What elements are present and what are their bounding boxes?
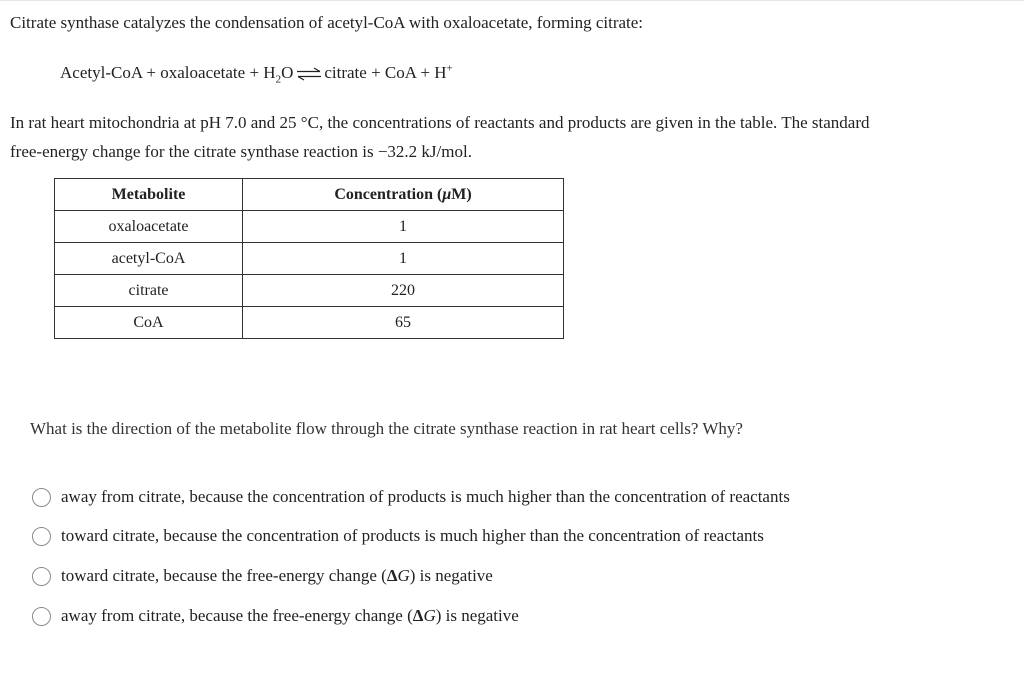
answer-option-1[interactable] xyxy=(32,487,790,507)
header-concentration xyxy=(243,179,564,211)
g-symbol: G xyxy=(423,606,436,625)
plus-sign: + xyxy=(366,63,385,82)
product-coa: CoA xyxy=(384,63,417,82)
conditions-line-2: free-energy change for the citrate synthase reaction is −32.2 kJ/mol. xyxy=(10,142,472,161)
reactant-oxaloacetate: oxaloacetate xyxy=(160,63,246,82)
g-symbol: G xyxy=(397,566,410,585)
metabolite-table xyxy=(54,178,564,339)
metabolite-cell: CoA xyxy=(55,307,243,339)
header-concentration-prefix: Concentration ( xyxy=(334,185,443,203)
header-concentration-mu: μ xyxy=(442,185,452,203)
option-label-pre: away from citrate, because the free-energy change ( xyxy=(61,606,413,625)
reactant-acetyl-coa: Acetyl-CoA xyxy=(60,63,143,82)
answer-option-4[interactable] xyxy=(32,606,519,626)
plus-sign: + xyxy=(416,63,435,82)
metabolite-cell: oxaloacetate xyxy=(55,211,243,243)
radio-button[interactable] xyxy=(32,567,51,586)
option-label: toward citrate, because the concentration of products is much higher than the concentration of reactants xyxy=(61,526,764,545)
option-label-pre: toward citrate, because the free-energy change ( xyxy=(61,566,387,585)
reaction-equation xyxy=(60,62,453,84)
plus-sign: + xyxy=(245,63,264,82)
table-row xyxy=(55,243,564,275)
top-divider xyxy=(0,0,1024,1)
option-label xyxy=(61,566,493,586)
water-h: H xyxy=(263,63,276,82)
concentration-cell: 220 xyxy=(243,275,564,307)
concentration-cell: 1 xyxy=(243,211,564,243)
table-row xyxy=(55,307,564,339)
answer-option-2[interactable] xyxy=(32,526,764,546)
answer-option-3[interactable] xyxy=(32,566,493,586)
table-header-row xyxy=(55,179,564,211)
table-row xyxy=(55,275,564,307)
proton-superscript: + xyxy=(446,62,453,75)
question-text: What is the direction of the metabolite flow through the citrate synthase reaction in rat heart cells? Why? xyxy=(30,419,743,438)
radio-button[interactable] xyxy=(32,527,51,546)
reactant-water xyxy=(263,63,294,86)
delta-symbol: Δ xyxy=(412,606,424,625)
option-label xyxy=(61,606,519,626)
conditions-line-1: In rat heart mitochondria at pH 7.0 and 25 °C, the concentrations of reactants and products are given in the table. The standard xyxy=(10,113,870,132)
option-label-post: ) is negative xyxy=(435,606,519,625)
equilibrium-arrows-icon xyxy=(296,67,322,81)
option-label: away from citrate, because the concentration of products is much higher than the concentration of reactants xyxy=(61,487,790,506)
metabolite-cell: acetyl-CoA xyxy=(55,243,243,275)
concentration-cell: 1 xyxy=(243,243,564,275)
option-label-post: ) is negative xyxy=(409,566,493,585)
header-concentration-suffix: M) xyxy=(451,185,472,203)
metabolite-cell: citrate xyxy=(55,275,243,307)
plus-sign: + xyxy=(142,63,161,82)
proton-h: H xyxy=(434,63,447,82)
intro-text: Citrate synthase catalyzes the condensation of acetyl-CoA with oxaloacetate, forming citrate: xyxy=(10,13,644,32)
header-metabolite: Metabolite xyxy=(55,179,243,211)
radio-button[interactable] xyxy=(32,488,51,507)
water-subscript: 2 xyxy=(275,73,282,86)
product-proton xyxy=(434,63,453,82)
water-o: O xyxy=(281,63,294,82)
concentration-cell: 65 xyxy=(243,307,564,339)
delta-symbol: Δ xyxy=(386,566,398,585)
table-row xyxy=(55,211,564,243)
radio-button[interactable] xyxy=(32,607,51,626)
product-citrate: citrate xyxy=(324,63,367,82)
